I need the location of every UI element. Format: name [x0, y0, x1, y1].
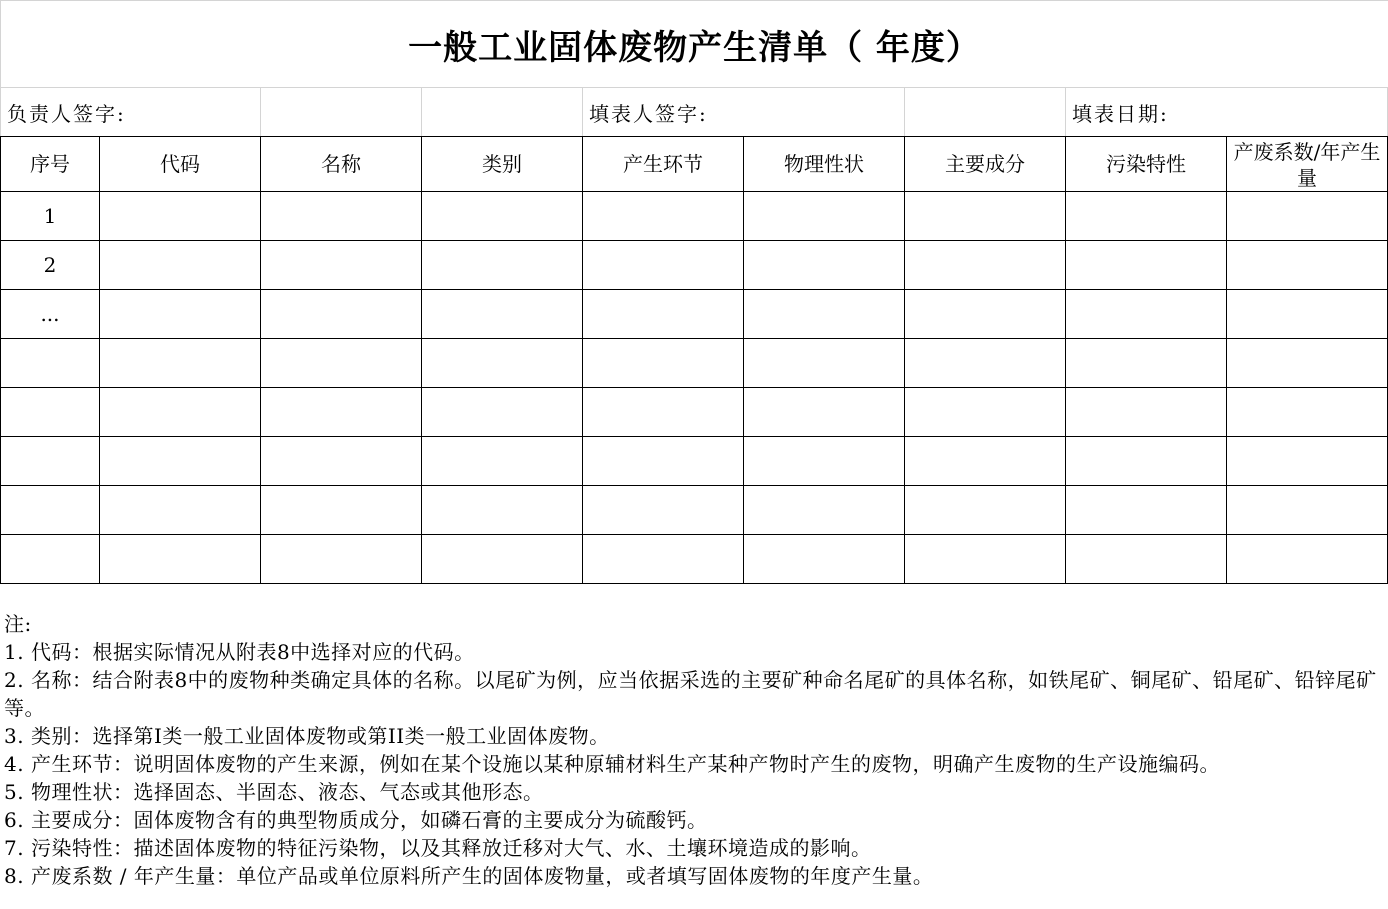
table-cell[interactable] — [583, 437, 744, 486]
table-cell[interactable] — [100, 437, 261, 486]
table-cell[interactable] — [422, 437, 583, 486]
table-cell[interactable] — [100, 339, 261, 388]
table-cell[interactable] — [261, 437, 422, 486]
table-cell[interactable] — [261, 192, 422, 241]
note-item: 4. 产生环节：说明固体废物的产生来源，例如在某个设施以某种原辅材料生产某种产物时产生的废物，明确产生废物的生产设施编码。 — [4, 752, 1220, 776]
table-cell[interactable] — [422, 192, 583, 241]
table-cell[interactable] — [1227, 437, 1388, 486]
table-row — [1, 192, 1388, 241]
table-cell[interactable] — [744, 486, 905, 535]
table-cell[interactable] — [261, 241, 422, 290]
table-row — [1, 535, 1388, 584]
notes-section — [4, 610, 1384, 890]
table-cell[interactable] — [422, 241, 583, 290]
table-cell[interactable] — [744, 192, 905, 241]
table-row — [1, 290, 1388, 339]
table-cell[interactable] — [422, 535, 583, 584]
table-header-row — [1, 137, 1388, 192]
table-row — [1, 388, 1388, 437]
table-cell[interactable] — [744, 535, 905, 584]
sheet-cell-empty — [422, 87, 583, 136]
note-item: 3. 类别：选择第I类一般工业固体废物或第II类一般工业固体废物。 — [4, 724, 610, 748]
table-cell[interactable] — [261, 388, 422, 437]
table-cell[interactable] — [744, 290, 905, 339]
fill-date-label: 填表日期: — [1066, 87, 1388, 136]
note-item: 7. 污染特性：描述固体废物的特征污染物，以及其释放迁移对大气、水、土壤环境造成的影响。 — [4, 836, 872, 860]
table-cell[interactable] — [1227, 241, 1388, 290]
table-cell[interactable] — [1227, 486, 1388, 535]
header-waste-coefficient: 产废系数/年产生量 — [1227, 137, 1388, 192]
row-index[interactable] — [1, 486, 100, 535]
header-index: 序号 — [1, 137, 100, 192]
table-cell[interactable] — [905, 290, 1066, 339]
table-cell[interactable] — [1066, 535, 1227, 584]
table-cell[interactable] — [905, 241, 1066, 290]
note-item: 1. 代码：根据实际情况从附表8中选择对应的代码。 — [4, 640, 475, 664]
row-index[interactable]: 2 — [1, 241, 100, 290]
row-index[interactable]: 1 — [1, 192, 100, 241]
table-cell[interactable] — [100, 192, 261, 241]
table-cell[interactable] — [1227, 290, 1388, 339]
table-cell[interactable] — [1066, 192, 1227, 241]
table-cell[interactable] — [100, 388, 261, 437]
table-cell[interactable] — [1227, 339, 1388, 388]
waste-inventory-table — [0, 136, 1388, 584]
signature-row — [0, 87, 1388, 136]
table-cell[interactable] — [1066, 486, 1227, 535]
table-row — [1, 339, 1388, 388]
table-cell[interactable] — [100, 535, 261, 584]
table-cell[interactable] — [422, 339, 583, 388]
table-cell[interactable] — [744, 241, 905, 290]
table-cell[interactable] — [1066, 388, 1227, 437]
row-index[interactable]: ... — [1, 290, 100, 339]
form-title: 一般工业固体废物产生清单（ 年度） — [0, 0, 1388, 87]
row-index[interactable] — [1, 437, 100, 486]
header-main-components: 主要成分 — [905, 137, 1066, 192]
header-code: 代码 — [100, 137, 261, 192]
table-cell[interactable] — [261, 339, 422, 388]
table-cell[interactable] — [583, 290, 744, 339]
table-cell[interactable] — [1066, 290, 1227, 339]
note-item: 8. 产废系数 / 年产生量：单位产品或单位原料所产生的固体废物量，或者填写固体废物的年度产生量。 — [4, 864, 934, 888]
sheet-cell-empty — [261, 87, 422, 136]
table-cell[interactable] — [1066, 241, 1227, 290]
table-cell[interactable] — [583, 241, 744, 290]
header-name: 名称 — [261, 137, 422, 192]
row-index[interactable] — [1, 388, 100, 437]
table-cell[interactable] — [744, 339, 905, 388]
table-cell[interactable] — [583, 535, 744, 584]
table-cell[interactable] — [261, 535, 422, 584]
table-cell[interactable] — [905, 339, 1066, 388]
table-cell[interactable] — [100, 241, 261, 290]
table-row — [1, 241, 1388, 290]
table-row — [1, 486, 1388, 535]
table-cell[interactable] — [583, 339, 744, 388]
note-item: 5. 物理性状：选择固态、半固态、液态、气态或其他形态。 — [4, 780, 544, 804]
responsible-signature-label: 负责人签字: — [0, 87, 261, 136]
table-cell[interactable] — [1227, 535, 1388, 584]
table-cell[interactable] — [261, 290, 422, 339]
note-item: 2. 名称：结合附表8中的废物种类确定具体的名称。以尾矿为例，应当依据采选的主要矿种命名尾矿的具体名称，如铁尾矿、铜尾矿、铅尾矿、铅锌尾矿等。 — [4, 668, 1377, 720]
table-cell[interactable] — [583, 192, 744, 241]
table-cell[interactable] — [1066, 437, 1227, 486]
table-cell[interactable] — [905, 192, 1066, 241]
table-cell[interactable] — [905, 388, 1066, 437]
table-cell[interactable] — [905, 535, 1066, 584]
table-cell[interactable] — [422, 486, 583, 535]
header-generation-stage: 产生环节 — [583, 137, 744, 192]
header-pollution-characteristics: 污染特性 — [1066, 137, 1227, 192]
header-category: 类别 — [422, 137, 583, 192]
row-index[interactable] — [1, 339, 100, 388]
table-cell[interactable] — [905, 486, 1066, 535]
row-index[interactable] — [1, 535, 100, 584]
table-cell[interactable] — [100, 290, 261, 339]
table-cell[interactable] — [1227, 388, 1388, 437]
table-cell[interactable] — [422, 388, 583, 437]
header-physical-form: 物理性状 — [744, 137, 905, 192]
table-row — [1, 437, 1388, 486]
table-cell[interactable] — [1066, 339, 1227, 388]
filler-signature-label: 填表人签字: — [583, 87, 905, 136]
table-cell[interactable] — [1227, 192, 1388, 241]
table-cell[interactable] — [905, 437, 1066, 486]
table-cell[interactable] — [100, 486, 261, 535]
note-item: 6. 主要成分：固体废物含有的典型物质成分，如磷石膏的主要成分为硫酸钙。 — [4, 808, 708, 832]
table-cell[interactable] — [583, 486, 744, 535]
table-cell[interactable] — [583, 388, 744, 437]
notes-heading: 注: — [4, 612, 32, 636]
table-cell[interactable] — [744, 437, 905, 486]
sheet-cell-empty — [905, 87, 1066, 136]
table-cell[interactable] — [744, 388, 905, 437]
table-cell[interactable] — [261, 486, 422, 535]
table-cell[interactable] — [422, 290, 583, 339]
